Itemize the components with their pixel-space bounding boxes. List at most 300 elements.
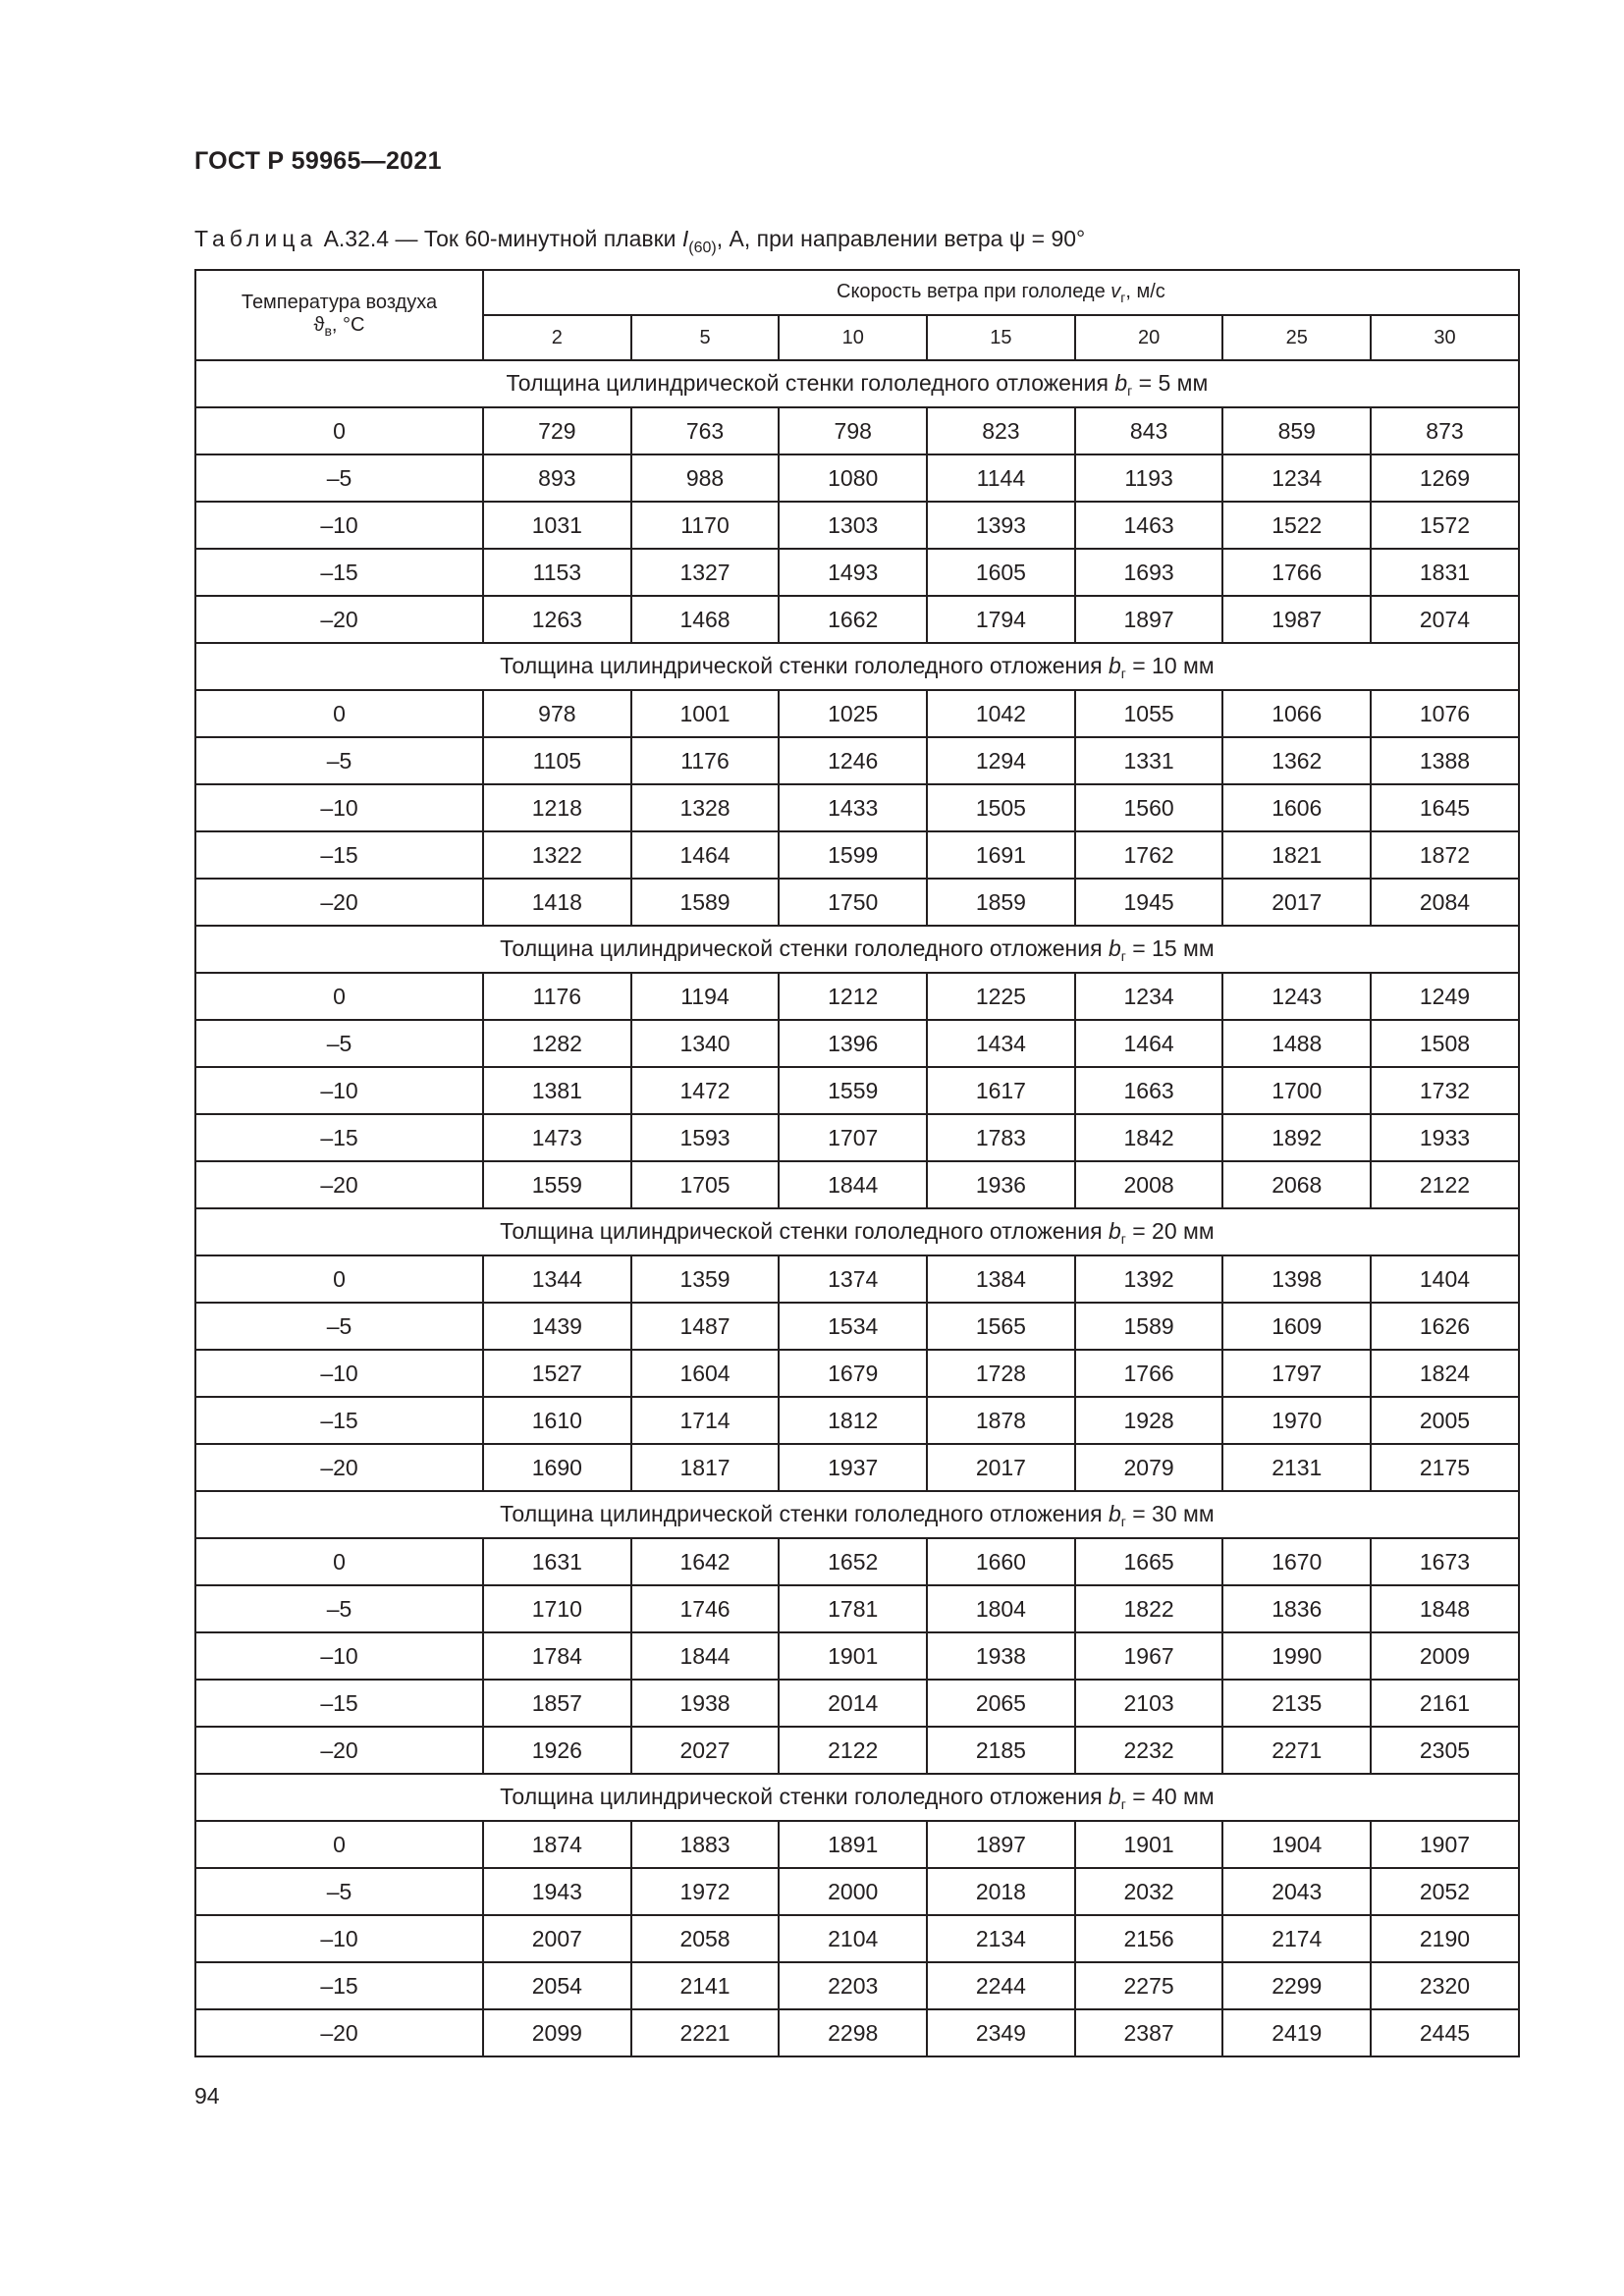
table-row [195, 1303, 1519, 1350]
table-row [195, 1821, 1519, 1868]
current-value-cell: 2032 [1075, 1868, 1223, 1915]
current-value-cell: 1263 [483, 596, 631, 643]
section-title [195, 1491, 1519, 1538]
section-title-subscript: г [1127, 382, 1133, 399]
current-value-cell: 1396 [779, 1020, 927, 1067]
current-value-cell: 2017 [927, 1444, 1075, 1491]
table-row [195, 1444, 1519, 1491]
temperature-cell: –20 [195, 1444, 483, 1491]
current-value-cell: 1987 [1222, 596, 1371, 643]
temperature-subscript: в [324, 323, 332, 339]
current-value-cell: 1967 [1075, 1632, 1223, 1680]
current-value-cell: 1464 [631, 831, 780, 879]
current-value-cell: 1693 [1075, 549, 1223, 596]
section-row [195, 643, 1519, 690]
current-value-cell: 1822 [1075, 1585, 1223, 1632]
current-value-cell: 2161 [1371, 1680, 1519, 1727]
section-row [195, 926, 1519, 973]
section-title [195, 1208, 1519, 1255]
current-value-cell: 1662 [779, 596, 927, 643]
section-thickness: = 30 мм [1125, 1500, 1215, 1526]
header-row-top [195, 270, 1519, 315]
current-value-cell: 1404 [1371, 1255, 1519, 1303]
current-value-cell: 2445 [1371, 2009, 1519, 2056]
current-value-cell: 1381 [483, 1067, 631, 1114]
document-header: ГОСТ Р 59965—2021 [194, 147, 442, 175]
current-value-cell: 1732 [1371, 1067, 1519, 1114]
temperature-cell: –10 [195, 1915, 483, 1962]
table-row [195, 1868, 1519, 1915]
current-value-cell: 2190 [1371, 1915, 1519, 1962]
current-value-cell: 1534 [779, 1303, 927, 1350]
current-value-cell: 1945 [1075, 879, 1223, 926]
current-value-cell: 2104 [779, 1915, 927, 1962]
temperature-cell: –15 [195, 1397, 483, 1444]
temperature-symbol: ϑ [313, 314, 325, 336]
temperature-cell: –5 [195, 1020, 483, 1067]
current-value-cell: 1631 [483, 1538, 631, 1585]
current-value-cell: 1193 [1075, 454, 1223, 502]
current-value-cell: 1750 [779, 879, 927, 926]
wind-speed-subscript: г [1120, 289, 1126, 305]
temperature-cell: –15 [195, 831, 483, 879]
current-value-cell: 1176 [483, 973, 631, 1020]
wind-speed-unit: , м/с [1125, 280, 1165, 302]
current-value-cell: 1388 [1371, 737, 1519, 784]
table-row [195, 1632, 1519, 1680]
current-value-cell: 1766 [1075, 1350, 1223, 1397]
current-value-cell: 763 [631, 407, 780, 454]
current-value-cell: 1872 [1371, 831, 1519, 879]
table-row [195, 502, 1519, 549]
current-value-cell: 1784 [483, 1632, 631, 1680]
current-value-cell: 2185 [927, 1727, 1075, 1774]
current-value-cell: 2271 [1222, 1727, 1371, 1774]
wind-speed-header [483, 270, 1519, 315]
table-row [195, 2009, 1519, 2056]
table-row [195, 973, 1519, 1020]
current-value-cell: 2175 [1371, 1444, 1519, 1491]
current-value-cell: 2174 [1222, 1915, 1371, 1962]
current-value-cell: 1938 [927, 1632, 1075, 1680]
current-value-cell: 1892 [1222, 1114, 1371, 1161]
current-value-cell: 1218 [483, 784, 631, 831]
current-value-cell: 1804 [927, 1585, 1075, 1632]
current-value-cell: 1031 [483, 502, 631, 549]
current-value-cell: 988 [631, 454, 780, 502]
section-title-subscript: г [1120, 665, 1126, 681]
section-thickness: = 20 мм [1125, 1217, 1215, 1244]
current-value-cell: 2065 [927, 1680, 1075, 1727]
section-title-subscript: г [1120, 1795, 1126, 1812]
temperature-cell: –10 [195, 784, 483, 831]
table-row [195, 1161, 1519, 1208]
current-value-cell: 1327 [631, 549, 780, 596]
current-value-cell: 2103 [1075, 1680, 1223, 1727]
section-thickness: = 5 мм [1132, 369, 1209, 396]
current-value-cell: 1565 [927, 1303, 1075, 1350]
current-value-cell: 893 [483, 454, 631, 502]
temperature-cell: –10 [195, 1632, 483, 1680]
current-value-cell: 2008 [1075, 1161, 1223, 1208]
table-row [195, 1680, 1519, 1727]
current-value-cell: 1679 [779, 1350, 927, 1397]
table-caption [194, 226, 1085, 257]
table-row [195, 1067, 1519, 1114]
table-body [195, 360, 1519, 2056]
current-value-cell: 2299 [1222, 1962, 1371, 2009]
caption-suffix: , А, при направлении ветра ψ = 90° [716, 226, 1086, 251]
current-value-cell: 2043 [1222, 1868, 1371, 1915]
current-value-cell: 1691 [927, 831, 1075, 879]
table-row [195, 1397, 1519, 1444]
current-value-cell: 1487 [631, 1303, 780, 1350]
section-title [195, 1774, 1519, 1821]
temperature-cell: 0 [195, 1255, 483, 1303]
current-value-cell: 2131 [1222, 1444, 1371, 1491]
section-row [195, 1491, 1519, 1538]
current-value-cell: 1243 [1222, 973, 1371, 1020]
current-value-cell: 1105 [483, 737, 631, 784]
current-value-cell: 1943 [483, 1868, 631, 1915]
current-value-cell: 1705 [631, 1161, 780, 1208]
current-value-cell: 1505 [927, 784, 1075, 831]
temperature-cell: 0 [195, 407, 483, 454]
speed-header-cell: 2 [483, 315, 631, 360]
current-value-cell: 1652 [779, 1538, 927, 1585]
current-value-cell: 843 [1075, 407, 1223, 454]
current-value-cell: 1891 [779, 1821, 927, 1868]
temperature-header [195, 270, 483, 360]
current-value-cell: 1762 [1075, 831, 1223, 879]
table-row [195, 454, 1519, 502]
current-value-cell: 2419 [1222, 2009, 1371, 2056]
current-value-cell: 873 [1371, 407, 1519, 454]
speed-header-cell: 25 [1222, 315, 1371, 360]
temperature-cell: –20 [195, 1161, 483, 1208]
current-value-cell: 1508 [1371, 1020, 1519, 1067]
temperature-cell: –5 [195, 1303, 483, 1350]
section-row [195, 1208, 1519, 1255]
section-title-subscript: г [1120, 1230, 1126, 1247]
table-row [195, 1538, 1519, 1585]
temperature-cell: –10 [195, 502, 483, 549]
current-value-cell: 2203 [779, 1962, 927, 2009]
current-value-cell: 1522 [1222, 502, 1371, 549]
current-value-cell: 1842 [1075, 1114, 1223, 1161]
table-row [195, 1915, 1519, 1962]
current-value-cell: 1572 [1371, 502, 1519, 549]
current-value-cell: 1606 [1222, 784, 1371, 831]
current-value-cell: 1001 [631, 690, 780, 737]
current-value-cell: 1328 [631, 784, 780, 831]
table-row [195, 831, 1519, 879]
current-value-cell: 1468 [631, 596, 780, 643]
speed-header-cell: 20 [1075, 315, 1223, 360]
current-value-cell: 1859 [927, 879, 1075, 926]
temperature-cell: –10 [195, 1350, 483, 1397]
current-value-cell: 1897 [927, 1821, 1075, 1868]
current-value-cell: 1418 [483, 879, 631, 926]
current-value-cell: 1362 [1222, 737, 1371, 784]
current-value-cell: 1824 [1371, 1350, 1519, 1397]
section-title-symbol: b [1108, 1783, 1121, 1809]
temperature-cell: 0 [195, 690, 483, 737]
current-value-cell: 729 [483, 407, 631, 454]
current-value-cell: 2221 [631, 2009, 780, 2056]
current-value-cell: 1249 [1371, 973, 1519, 1020]
current-value-cell: 2387 [1075, 2009, 1223, 2056]
current-value-cell: 1463 [1075, 502, 1223, 549]
caption-symbol: I [681, 226, 689, 251]
current-value-cell: 1212 [779, 973, 927, 1020]
wind-speed-symbol: v [1110, 280, 1121, 302]
current-value-cell: 1559 [483, 1161, 631, 1208]
current-value-cell: 1700 [1222, 1067, 1371, 1114]
current-value-cell: 2298 [779, 2009, 927, 2056]
current-value-cell: 1605 [927, 549, 1075, 596]
current-value-cell: 823 [927, 407, 1075, 454]
current-value-cell: 2275 [1075, 1962, 1223, 2009]
speed-header-cell: 5 [631, 315, 780, 360]
current-value-cell: 1025 [779, 690, 927, 737]
current-value-cell: 2156 [1075, 1915, 1223, 1962]
current-value-cell: 2017 [1222, 879, 1371, 926]
current-value-cell: 1080 [779, 454, 927, 502]
current-value-cell: 2122 [1371, 1161, 1519, 1208]
current-value-cell: 2052 [1371, 1868, 1519, 1915]
current-value-cell: 1937 [779, 1444, 927, 1491]
current-value-cell: 1610 [483, 1397, 631, 1444]
current-value-cell: 1055 [1075, 690, 1223, 737]
current-value-cell: 1728 [927, 1350, 1075, 1397]
current-value-cell: 1170 [631, 502, 780, 549]
current-value-cell: 2135 [1222, 1680, 1371, 1727]
current-value-cell: 2007 [483, 1915, 631, 1962]
current-value-cell: 1176 [631, 737, 780, 784]
current-value-cell: 1783 [927, 1114, 1075, 1161]
section-title-prefix: Толщина цилиндрической стенки гололедного отложения [500, 652, 1109, 678]
current-value-cell: 2122 [779, 1727, 927, 1774]
temperature-cell: –20 [195, 596, 483, 643]
temperature-cell: 0 [195, 1821, 483, 1868]
current-value-cell: 2099 [483, 2009, 631, 2056]
temperature-cell: –5 [195, 454, 483, 502]
current-value-cell: 1269 [1371, 454, 1519, 502]
temperature-cell: 0 [195, 1538, 483, 1585]
speed-header-cell: 10 [779, 315, 927, 360]
current-value-cell: 1794 [927, 596, 1075, 643]
current-value-cell: 1439 [483, 1303, 631, 1350]
current-value-cell: 1144 [927, 454, 1075, 502]
section-title-symbol: b [1108, 934, 1121, 961]
temperature-cell: –20 [195, 2009, 483, 2056]
current-value-cell: 1464 [1075, 1020, 1223, 1067]
current-value-cell: 1398 [1222, 1255, 1371, 1303]
current-value-cell: 1812 [779, 1397, 927, 1444]
temperature-cell: –5 [195, 737, 483, 784]
section-thickness: = 15 мм [1125, 934, 1215, 961]
current-value-cell: 2018 [927, 1868, 1075, 1915]
temperature-cell: –15 [195, 549, 483, 596]
table-row [195, 1727, 1519, 1774]
current-value-cell: 1710 [483, 1585, 631, 1632]
current-value-cell: 2305 [1371, 1727, 1519, 1774]
current-value-cell: 1066 [1222, 690, 1371, 737]
current-value-cell: 2058 [631, 1915, 780, 1962]
section-title [195, 643, 1519, 690]
temperature-cell: –5 [195, 1868, 483, 1915]
current-value-cell: 1857 [483, 1680, 631, 1727]
current-value-cell: 1604 [631, 1350, 780, 1397]
current-value-cell: 1665 [1075, 1538, 1223, 1585]
current-value-cell: 1673 [1371, 1538, 1519, 1585]
current-value-cell: 1282 [483, 1020, 631, 1067]
current-value-cell: 1374 [779, 1255, 927, 1303]
current-value-cell: 1690 [483, 1444, 631, 1491]
table-row [195, 1255, 1519, 1303]
current-value-cell: 2320 [1371, 1962, 1519, 2009]
current-value-cell: 1246 [779, 737, 927, 784]
current-value-cell: 1642 [631, 1538, 780, 1585]
table-row [195, 1350, 1519, 1397]
table-row [195, 596, 1519, 643]
current-value-cell: 1042 [927, 690, 1075, 737]
current-value-cell: 1831 [1371, 549, 1519, 596]
current-value-cell: 1234 [1222, 454, 1371, 502]
temperature-cell: –15 [195, 1114, 483, 1161]
table-row [195, 784, 1519, 831]
current-value-cell: 1970 [1222, 1397, 1371, 1444]
section-title [195, 926, 1519, 973]
current-value-cell: 1874 [483, 1821, 631, 1868]
table-row [195, 879, 1519, 926]
current-value-cell: 1434 [927, 1020, 1075, 1067]
temperature-cell: –15 [195, 1680, 483, 1727]
current-value-cell: 2027 [631, 1727, 780, 1774]
current-value-cell: 1303 [779, 502, 927, 549]
current-value-cell: 1527 [483, 1350, 631, 1397]
current-value-cell: 1433 [779, 784, 927, 831]
section-title-prefix: Толщина цилиндрической стенки гололедного отложения [500, 1217, 1109, 1244]
current-value-cell: 1609 [1222, 1303, 1371, 1350]
current-value-cell: 1234 [1075, 973, 1223, 1020]
temperature-cell: –15 [195, 1962, 483, 2009]
current-value-cell: 1928 [1075, 1397, 1223, 1444]
section-title-prefix: Толщина цилиндрической стенки гололедного отложения [506, 369, 1115, 396]
section-thickness: = 40 мм [1125, 1783, 1215, 1809]
temperature-cell: –20 [195, 1727, 483, 1774]
current-value-cell: 2005 [1371, 1397, 1519, 1444]
temperature-cell: –20 [195, 879, 483, 926]
current-value-cell: 1493 [779, 549, 927, 596]
current-value-cell: 1821 [1222, 831, 1371, 879]
current-value-cell: 1990 [1222, 1632, 1371, 1680]
current-value-cell: 1781 [779, 1585, 927, 1632]
caption-prefix: А.32.4 — Ток 60-минутной плавки [317, 226, 682, 251]
current-value-cell: 1593 [631, 1114, 780, 1161]
current-value-cell: 1844 [779, 1161, 927, 1208]
current-value-cell: 2349 [927, 2009, 1075, 2056]
current-value-cell: 1331 [1075, 737, 1223, 784]
current-value-cell: 1359 [631, 1255, 780, 1303]
current-value-cell: 2068 [1222, 1161, 1371, 1208]
current-value-cell: 1488 [1222, 1020, 1371, 1067]
current-value-cell: 2009 [1371, 1632, 1519, 1680]
section-title-subscript: г [1120, 947, 1126, 964]
current-value-cell: 1589 [631, 879, 780, 926]
current-value-cell: 1926 [483, 1727, 631, 1774]
section-title-prefix: Толщина цилиндрической стенки гололедного отложения [500, 1500, 1109, 1526]
section-title [195, 360, 1519, 407]
current-value-cell: 2054 [483, 1962, 631, 2009]
current-value-cell: 1707 [779, 1114, 927, 1161]
current-value-cell: 1153 [483, 549, 631, 596]
table-row [195, 1585, 1519, 1632]
section-row [195, 1774, 1519, 1821]
current-value-cell: 1663 [1075, 1067, 1223, 1114]
section-title-prefix: Толщина цилиндрической стенки гололедного отложения [500, 934, 1109, 961]
table-row [195, 737, 1519, 784]
caption-label: Таблица [194, 226, 318, 251]
current-table [194, 269, 1520, 2057]
speed-header-cell: 15 [927, 315, 1075, 360]
current-value-cell: 2244 [927, 1962, 1075, 2009]
current-value-cell: 1901 [1075, 1821, 1223, 1868]
table-row [195, 690, 1519, 737]
temperature-cell: –5 [195, 1585, 483, 1632]
section-title-prefix: Толщина цилиндрической стенки гололедного отложения [500, 1783, 1109, 1809]
current-value-cell: 1392 [1075, 1255, 1223, 1303]
section-row [195, 360, 1519, 407]
current-value-cell: 1897 [1075, 596, 1223, 643]
current-value-cell: 1878 [927, 1397, 1075, 1444]
current-value-cell: 1384 [927, 1255, 1075, 1303]
current-value-cell: 1904 [1222, 1821, 1371, 1868]
current-value-cell: 1901 [779, 1632, 927, 1680]
current-value-cell: 978 [483, 690, 631, 737]
table-row [195, 1020, 1519, 1067]
current-value-cell: 1294 [927, 737, 1075, 784]
current-value-cell: 1972 [631, 1868, 780, 1915]
current-value-cell: 1883 [631, 1821, 780, 1868]
current-value-cell: 1472 [631, 1067, 780, 1114]
current-value-cell: 2079 [1075, 1444, 1223, 1491]
table-row [195, 407, 1519, 454]
current-value-cell: 1797 [1222, 1350, 1371, 1397]
current-value-cell: 1560 [1075, 784, 1223, 831]
current-value-cell: 1933 [1371, 1114, 1519, 1161]
section-title-subscript: г [1120, 1513, 1126, 1529]
current-value-cell: 1766 [1222, 549, 1371, 596]
speed-header-cell: 30 [1371, 315, 1519, 360]
current-value-cell: 2141 [631, 1962, 780, 2009]
current-value-cell: 1322 [483, 831, 631, 879]
current-value-cell: 1393 [927, 502, 1075, 549]
current-value-cell: 1936 [927, 1161, 1075, 1208]
current-value-cell: 1599 [779, 831, 927, 879]
current-value-cell: 2232 [1075, 1727, 1223, 1774]
temperature-header-line1: Температура воздуха [241, 292, 438, 313]
current-value-cell: 2084 [1371, 879, 1519, 926]
current-value-cell: 1617 [927, 1067, 1075, 1114]
caption-subscript: (60) [688, 240, 717, 256]
current-value-cell: 1938 [631, 1680, 780, 1727]
current-value-cell: 1907 [1371, 1821, 1519, 1868]
current-value-cell: 1473 [483, 1114, 631, 1161]
current-value-cell: 1589 [1075, 1303, 1223, 1350]
current-value-cell: 1076 [1371, 690, 1519, 737]
